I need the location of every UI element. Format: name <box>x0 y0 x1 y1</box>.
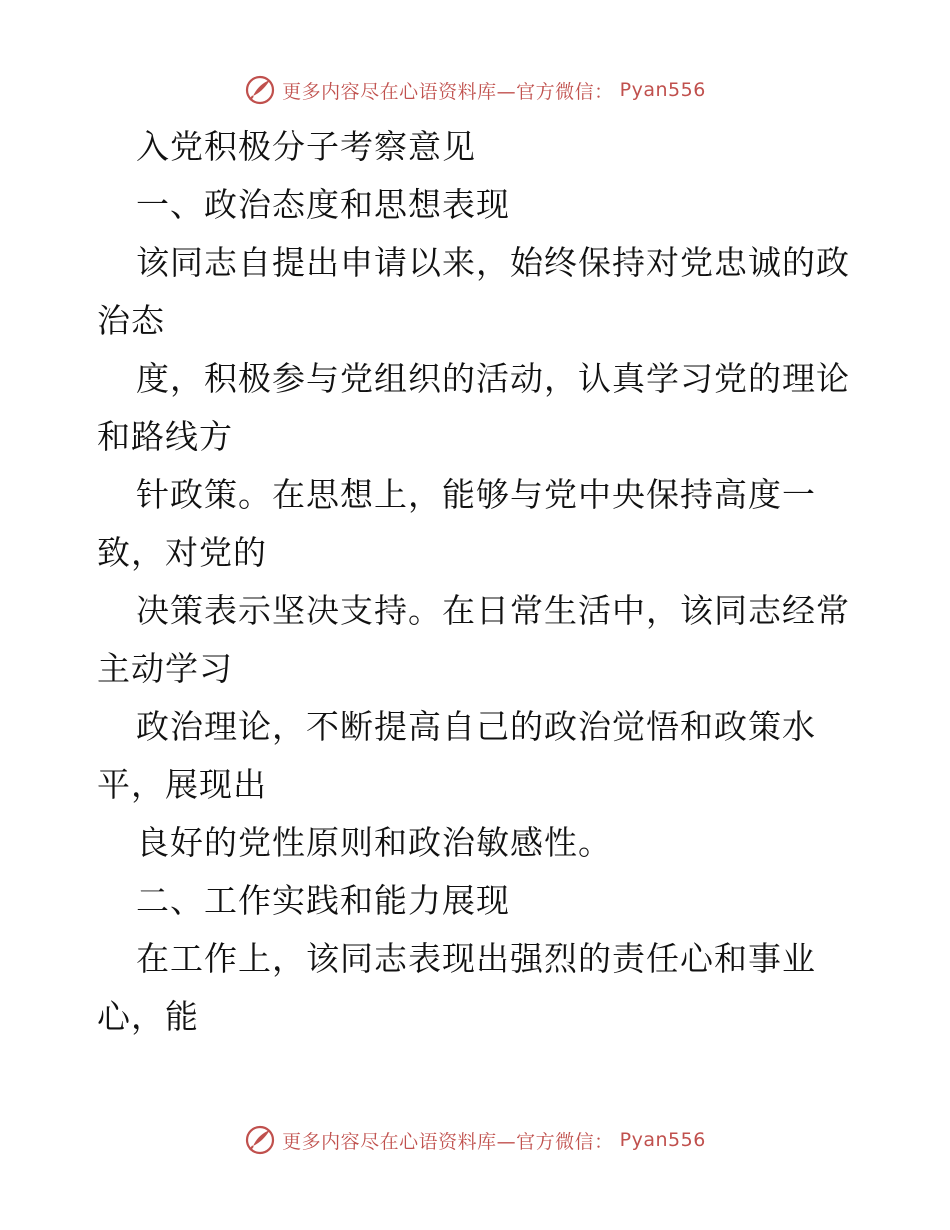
footer-banner-text: 更多内容尽在心语资料库—官方微信： <box>282 1130 614 1153</box>
document-line: 政治理论，不断提高自己的政治觉悟和政策水 <box>136 707 816 746</box>
document-line: 度，积极参与党组织的活动，认真学习党的理论 <box>136 359 850 398</box>
document-line: 良好的党性原则和政治敏感性。 <box>136 823 612 862</box>
document-line: 决策表示坚决支持。在日常生活中，该同志经常 <box>136 591 850 630</box>
header-banner-text: 更多内容尽在心语资料库—官方微信： <box>282 80 614 103</box>
document-line: 二、工作实践和能力展现 <box>136 881 510 920</box>
document-line: 主动学习 <box>97 649 233 688</box>
document-line: 入党积极分子考察意见 <box>136 127 476 166</box>
footer-banner <box>0 1122 950 1158</box>
document-line: 在工作上，该同志表现出强烈的责任心和事业 <box>136 939 816 978</box>
quill-logo-icon <box>244 74 276 106</box>
footer-banner-id: Pyan556 <box>619 1129 706 1151</box>
document-line: 治态 <box>97 301 165 340</box>
document-line: 平，展现出 <box>97 765 267 804</box>
document-line: 心，能 <box>97 997 199 1036</box>
document-line: 针政策。在思想上，能够与党中央保持高度一 <box>136 475 816 514</box>
document-line: 和路线方 <box>97 417 233 456</box>
document-line: 一、政治态度和思想表现 <box>136 185 510 224</box>
document-line: 致，对党的 <box>97 533 267 572</box>
document-line: 该同志自提出申请以来，始终保持对党忠诚的政 <box>136 243 850 282</box>
document-body <box>97 118 857 1046</box>
quill-logo-icon <box>244 1124 276 1156</box>
header-banner-id: Pyan556 <box>619 79 706 101</box>
header-banner <box>0 72 950 108</box>
